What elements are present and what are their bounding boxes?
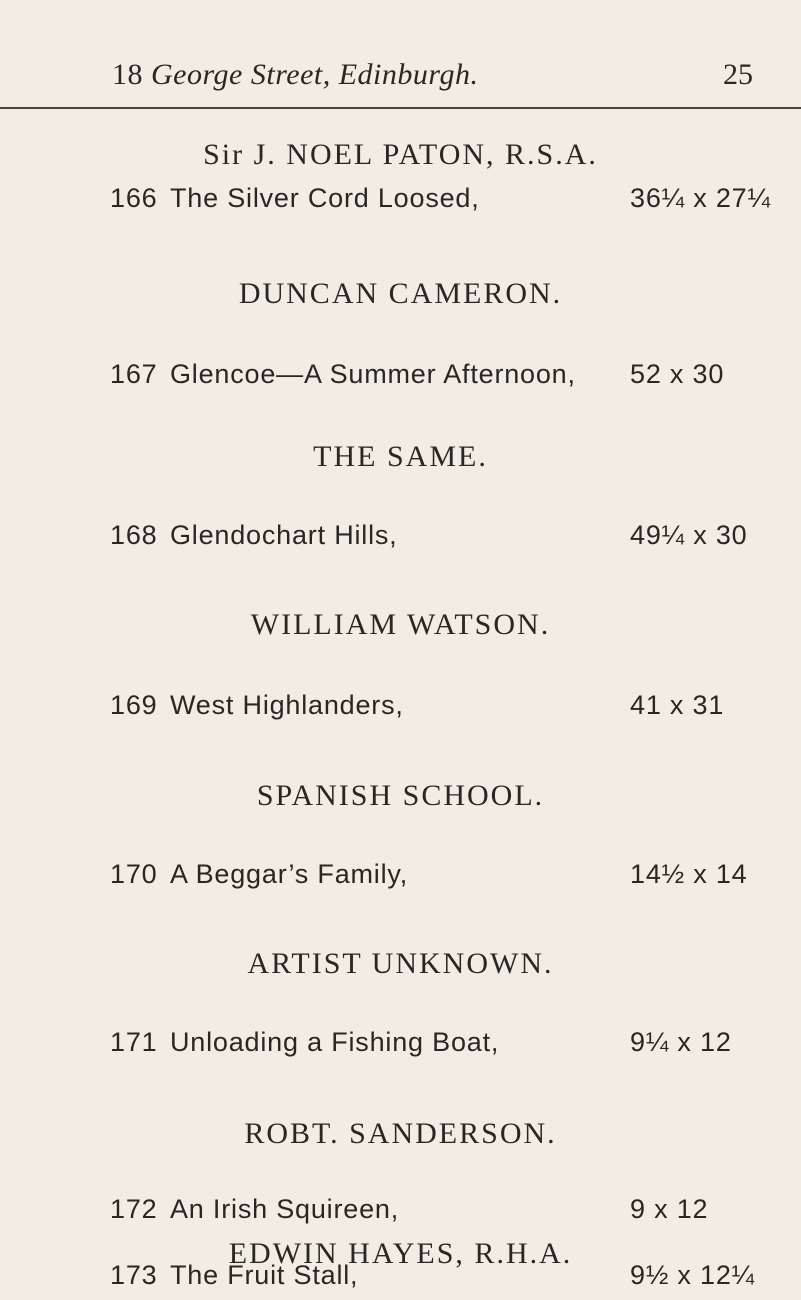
header-street-number: 18 — [112, 58, 143, 91]
painting-title: Glencoe—A Summer Afternoon, — [170, 359, 576, 389]
artist-heading: EDWIN HAYES, R.H.A. — [228, 1237, 573, 1270]
lot-number: 168 — [110, 520, 158, 550]
painting-size: 9½ x 12¼ — [630, 1260, 755, 1290]
lot-number: 166 — [110, 183, 158, 213]
painting-title: The Fruit Stall, — [170, 1260, 359, 1290]
catalogue-entry — [0, 520, 801, 560]
lot-number: 170 — [110, 859, 158, 889]
painting-size: 41 x 31 — [630, 690, 725, 720]
header-rule — [0, 107, 801, 109]
artist-heading: WILLIAM WATSON. — [250, 608, 551, 641]
painting-title: Unloading a Fishing Boat, — [170, 1027, 500, 1057]
page-header — [112, 58, 692, 92]
painting-size: 52 x 30 — [630, 359, 725, 389]
artist-heading: DUNCAN CAMERON. — [238, 277, 563, 310]
lot-number: 173 — [110, 1260, 158, 1290]
catalogue-entry — [0, 1260, 801, 1300]
artist-heading: Sir J. NOEL PATON, R.S.A. — [203, 138, 598, 171]
lot-number: 171 — [110, 1027, 158, 1057]
artist-heading: SPANISH SCHOOL. — [256, 779, 545, 812]
page-number: 25 — [723, 58, 753, 91]
painting-title: A Beggar’s Family, — [170, 859, 408, 889]
painting-title: An Irish Squireen, — [170, 1194, 400, 1224]
header-address: George Street, Edinburgh. — [151, 58, 479, 91]
artist-heading: ROBT. SANDERSON. — [244, 1117, 557, 1150]
artist-heading: ARTIST UNKNOWN. — [247, 947, 554, 980]
catalogue-entry — [0, 1194, 801, 1234]
catalogue-entry — [0, 1027, 801, 1067]
lot-number: 169 — [110, 690, 158, 720]
catalogue-entry — [0, 859, 801, 899]
catalogue-entry — [0, 183, 801, 223]
lot-number: 167 — [110, 359, 158, 389]
painting-size: 9¼ x 12 — [630, 1027, 732, 1057]
catalogue-entry — [0, 359, 801, 399]
catalogue-entry — [0, 690, 801, 730]
painting-size: 9 x 12 — [630, 1194, 709, 1224]
painting-title: West Highlanders, — [170, 690, 404, 720]
lot-number: 172 — [110, 1194, 158, 1224]
painting-title: Glendochart Hills, — [170, 520, 398, 550]
painting-size: 14½ x 14 — [630, 859, 748, 889]
painting-size: 49¼ x 30 — [630, 520, 748, 550]
artist-heading: THE SAME. — [313, 440, 488, 473]
painting-size: 36¼ x 27¼ — [630, 183, 771, 213]
painting-title: The Silver Cord Loosed, — [170, 183, 480, 213]
